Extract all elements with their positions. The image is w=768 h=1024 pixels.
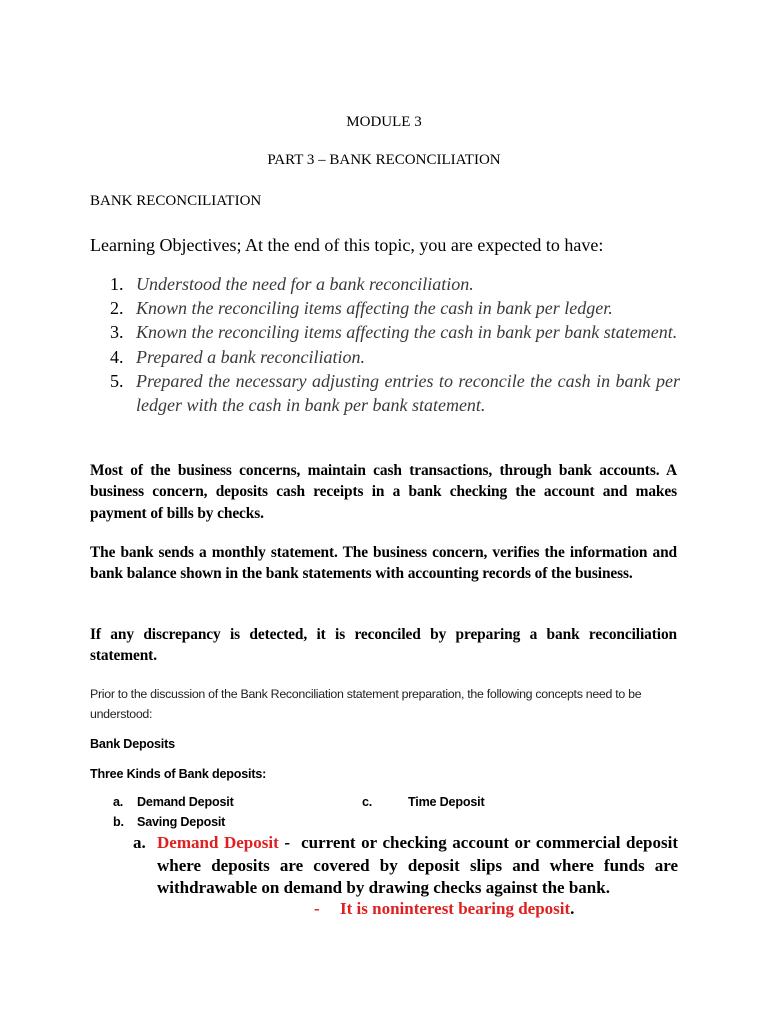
kinds-heading: Three Kinds of Bank deposits: <box>90 767 267 781</box>
objective-text: Prepared the necessary adjusting entries to reconcile the cash in bank per ledger with the cash in bank per bank statement. <box>136 370 680 416</box>
objective-item: 2. Known the reconciling items affecting the cash in bank per ledger. <box>110 296 680 320</box>
objectives-list <box>110 272 680 417</box>
objective-text: Known the reconciling items affecting the cash in bank per bank statement. <box>136 322 678 343</box>
paragraph-business-concerns: Most of the business concerns, maintain cash transactions, through bank accounts. A business concern, deposits cash receipts in a bank checking the account and makes payment of bills by checks. <box>90 462 677 522</box>
part-title: PART 3 – BANK RECONCILIATION <box>267 152 501 168</box>
kind-label: Time Deposit <box>408 795 485 809</box>
paragraph-discrepancy: If any discrepancy is detected, it is reconciled by preparing a bank reconciliation statement. <box>90 626 677 665</box>
objective-item: 3. Known the reconciling items affecting the cash in bank per bank statement. <box>110 320 680 344</box>
objective-item: 4. Prepared a bank reconciliation. <box>110 345 680 369</box>
demand-deposit-definition: a. Demand Deposit - current or checking account or commercial deposit where deposits are covered by deposit slips and where funds are withdrawable on demand by drawing checks against the bank. <box>133 833 678 897</box>
paragraph-monthly-statement: The bank sends a monthly statement. The business concern, verifies the information and bank balance shown in the bank statements with accounting records of the business. <box>90 544 677 583</box>
kind-item-b: b. Saving Deposit <box>113 815 226 829</box>
noninterest-note: It is noninterest bearing deposit <box>340 899 571 918</box>
objective-item: 1. Understood the need for a bank reconciliation. <box>110 272 680 296</box>
objectives-intro: Learning Objectives; At the end of this topic, you are expected to have: <box>90 235 604 255</box>
kind-label: Demand Deposit <box>137 795 234 809</box>
kind-label: Saving Deposit <box>137 815 226 829</box>
kind-item-a: a. Demand Deposit <box>113 795 234 809</box>
objective-text: Prepared a bank reconciliation. <box>136 346 365 367</box>
module-title: MODULE 3 <box>346 114 422 130</box>
demand-deposit-note: - It is noninterest bearing deposit. <box>314 899 575 918</box>
prior-note: Prior to the discussion of the Bank Reconciliation statement preparation, the following concepts need to be understood: <box>90 687 642 721</box>
section-heading: BANK RECONCILIATION <box>90 193 262 209</box>
demand-deposit-text: current or checking account or commercial deposit where deposits are covered by deposit slips and where funds are withdrawable on demand by drawing checks against the bank. <box>157 833 678 897</box>
kind-item-c: c. Time Deposit <box>362 795 485 809</box>
objective-text: Known the reconciling items affecting the cash in bank per ledger. <box>136 298 613 319</box>
objective-text: Understood the need for a bank reconciliation. <box>136 274 474 294</box>
bank-deposits-heading: Bank Deposits <box>90 737 175 751</box>
objective-item: 5. Prepared the necessary adjusting entries to reconcile the cash in bank per ledger with the cash in bank per bank statement. <box>110 369 680 417</box>
demand-deposit-term: Demand Deposit <box>157 833 279 852</box>
